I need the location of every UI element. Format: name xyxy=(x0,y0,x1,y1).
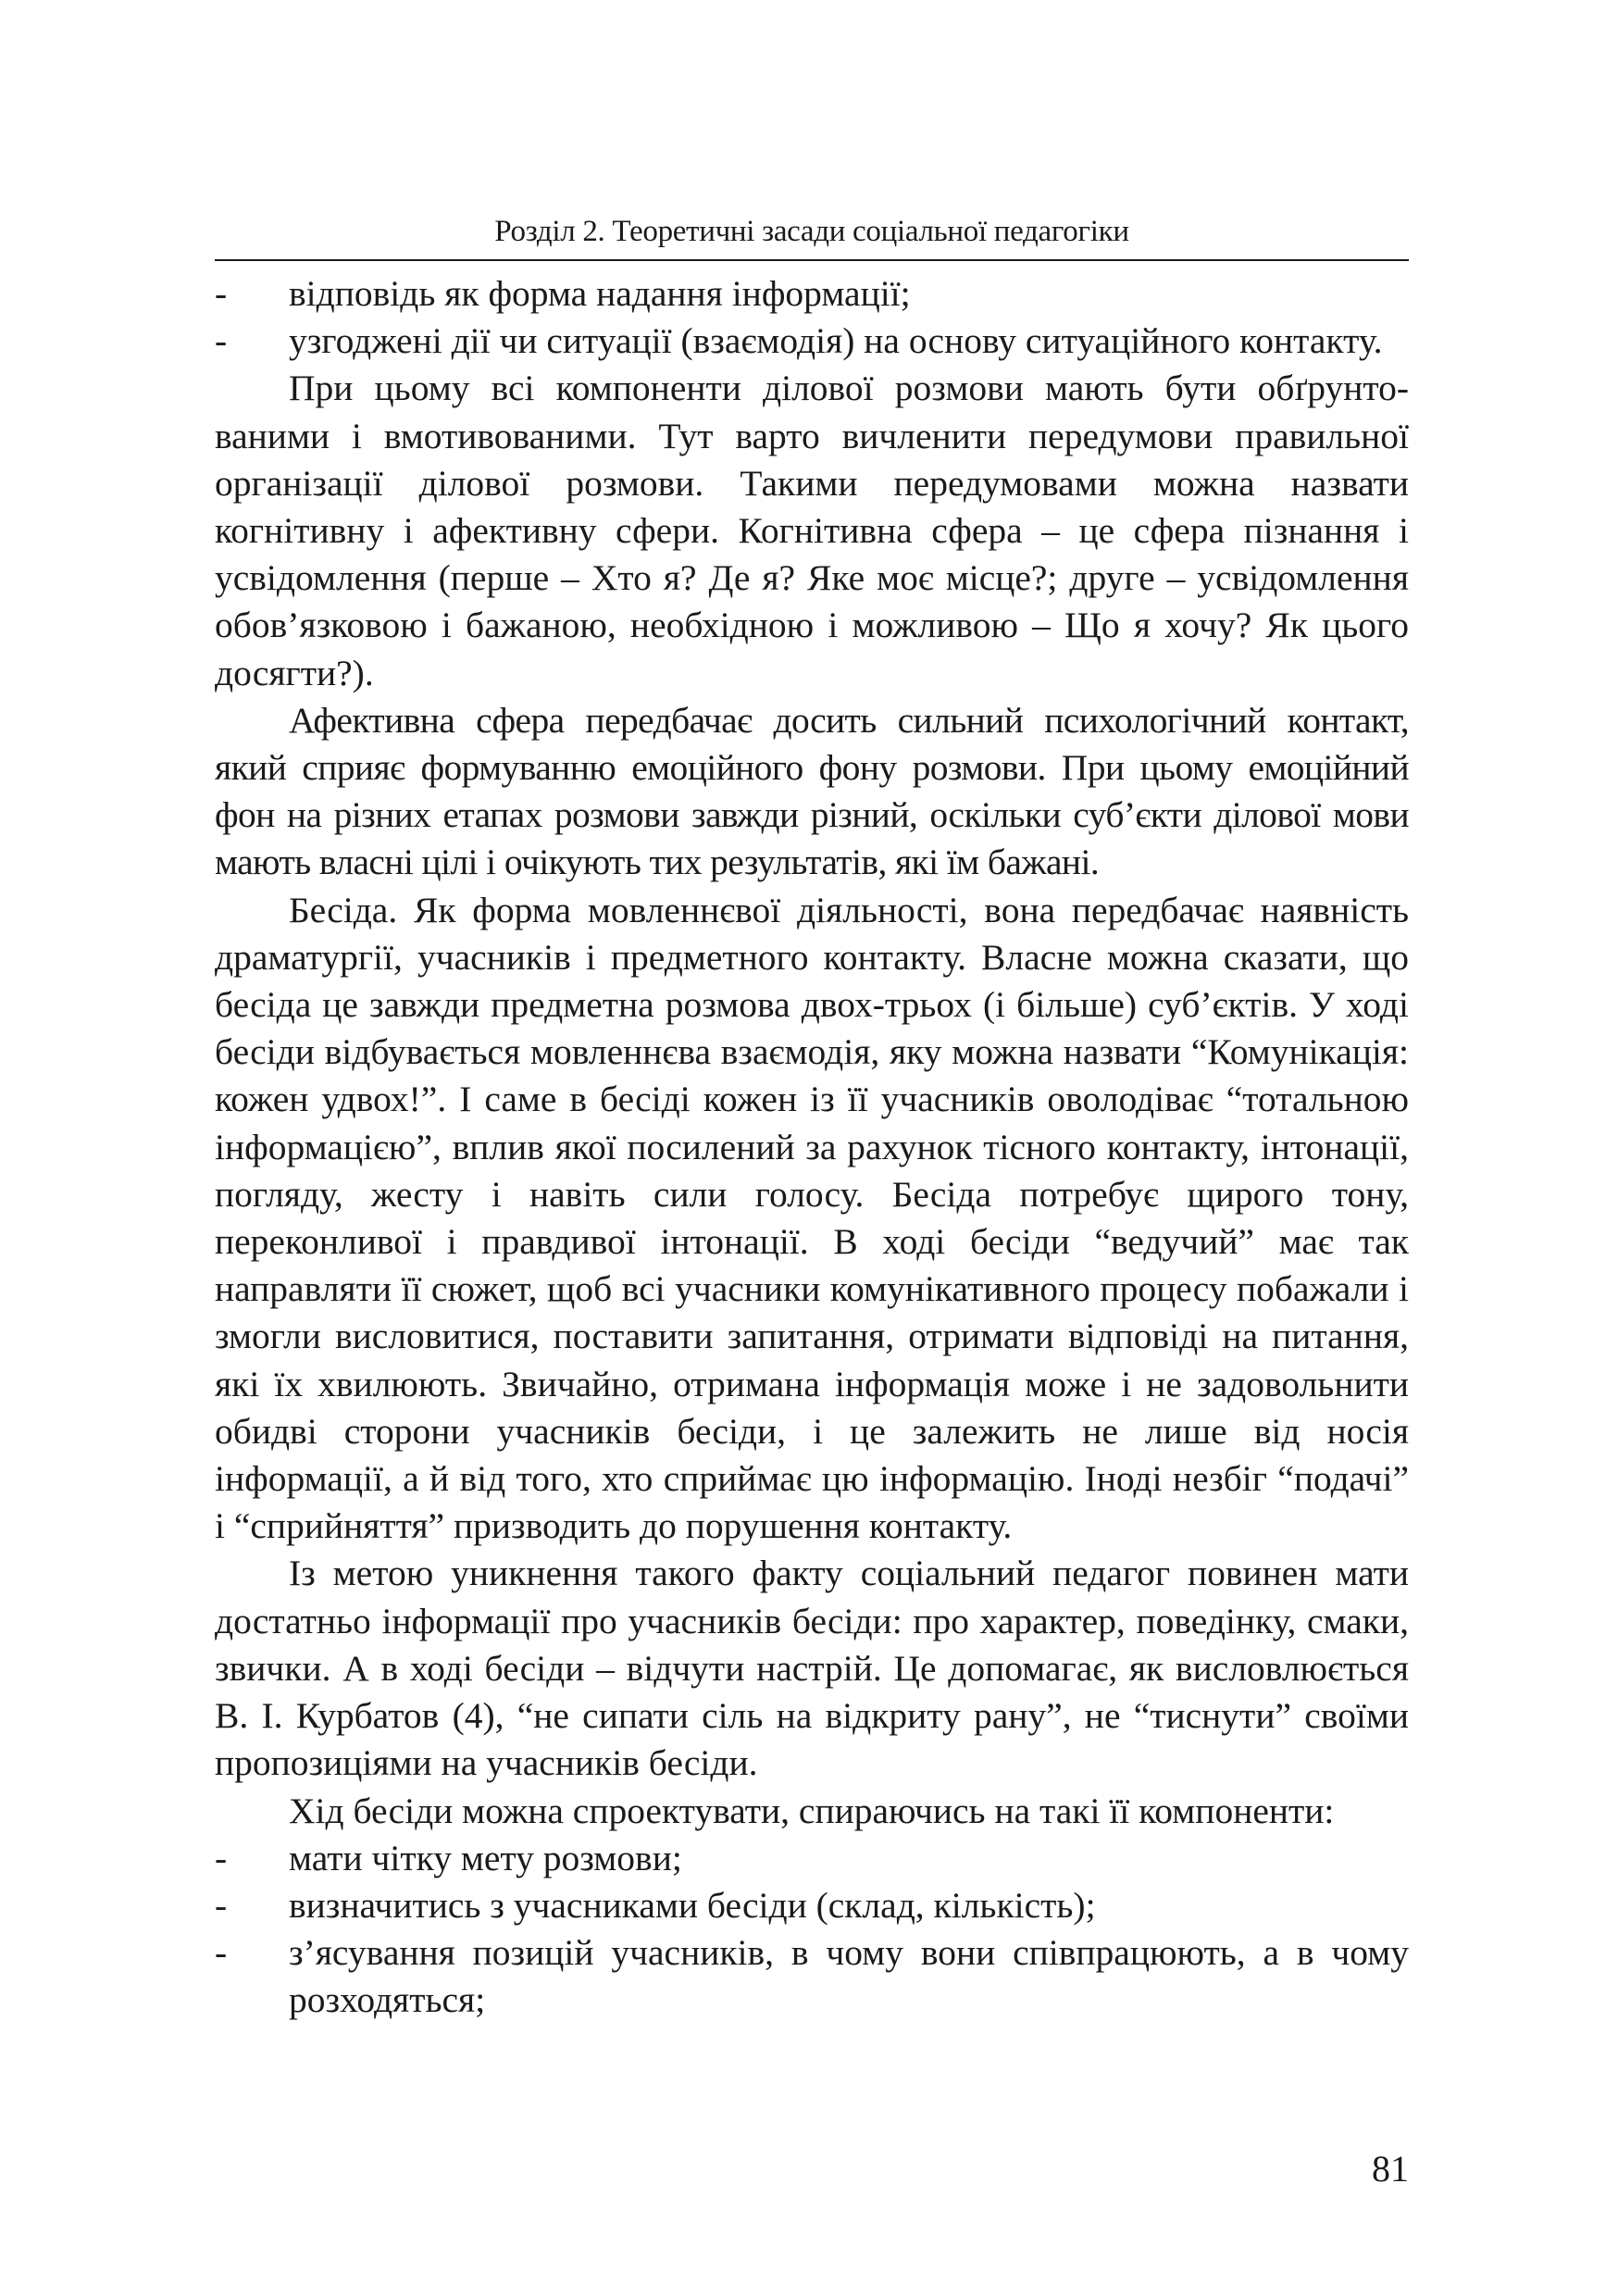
list-item-text: з’ясування позицій учасників, в чому вони співпрацюють, а в чому розходяться; xyxy=(289,1932,1409,2021)
list-dash: - xyxy=(215,1837,228,1878)
list-item xyxy=(215,270,1409,318)
list-item xyxy=(215,1835,1409,1882)
paragraph: Хід бесіди можна спроектувати, спираючись на такі її компоненти: xyxy=(289,1790,1335,1831)
list-item xyxy=(215,1882,1409,1929)
list-item xyxy=(215,318,1409,365)
paragraph: Афективна сфера передбачає досить сильний психологічний контакт, який сприяє формуванню емоційного фону розмови. При цьому емоційний фон на різних етапах розмови завжди різний, оскільки суб’єкти ділoвої мови мають власні цілі і очікують тих результатів, які їм бажані. xyxy=(215,699,1409,883)
list-dash: - xyxy=(215,320,228,362)
page-number: 81 xyxy=(1372,2148,1409,2190)
top-list xyxy=(215,270,1409,365)
list-item-text: узгоджені дії чи ситуації (взаємодія) на основу ситуаційного контакту. xyxy=(289,320,1383,362)
list-item-text: мати чітку мету розмови; xyxy=(289,1837,682,1878)
page-content xyxy=(215,270,1409,2025)
list-dash: - xyxy=(215,1932,228,1974)
list-item-text: відповідь як форма надання інформації; xyxy=(289,273,911,314)
list-item-text: визначитись з учасниками бесіди (склад, кількість); xyxy=(289,1884,1096,1926)
running-header: Розділ 2. Теоретичні засади соціальної педагогіки xyxy=(215,211,1409,261)
paragraph: При цьому всі компоненти ділової розмови мають бути обґрунтованими і вмотивованими. Тут варто вичленити передумови правильної організації ділової розмови. Такими передумовами можна назвати когнітивну і афективну сфери. Когнітивна сфера – це сфера пізнання і усвідомлення (перше – Хто я? Де я? Яке моє місце?; друге – усвідомлення обов’язковою і бажаною, необхідною і можливою – Що я хочу? Як цього досягти?). xyxy=(215,368,1409,693)
list-item xyxy=(215,1929,1409,2024)
book-page xyxy=(215,211,1409,2211)
list-dash: - xyxy=(215,1884,228,1926)
paragraph: Бесіда. Як форма мовленнєвої діяльності, вона передбачає наявність драматургії, учасників і предметного контакту. Власне можна сказати, що бесіда це завжди предметна розмова двох-трьох (і більше) суб’єктів. У ході бесіди відбувається мовленнєва взаємодія, яку можна назвати “Комунікація: кожен удвох!”. І саме в бесіді кожен із її учасників оволодіває “тотальною інформацією”, вплив якої посилений за рахунок тісного контакту, інтонації, погляду, жесту і навіть сили голосу. Бесіда потребує щирого тону, переконливої і правдивої інтонації. В ході бесіди “ведучий” має так направляти її сюжет, щоб всі учасники комунікативного процесу побажали і змогли вислoвитися, поставити запитання, отримати відповіді на питання, які їх хвилюють. Звичайно, отримана інформація може і не задовольнити обидві сторони учасників бесіди, і це залежить не лише від носія інформації, а й від того, хто сприймає цю інформацію. Іноді незбіг “подачі” і “сприйняття” призводить до порушення контакту. xyxy=(215,889,1409,1547)
paragraph: Із метою уникнення такого факту соціальний педагог повинен мати достатньо інформації про учасників бесіди: про характер, поведінку, смаки, звички. А в ході бесіди – відчути настрій. Це допомагає, як висловлюється В. І. Курбатов (4), “не сипати сіль на відкриту рану”, не “тиснути” своїми пропозиціями на учасників бесіди. xyxy=(215,1553,1409,1784)
bottom-list xyxy=(215,1835,1409,2025)
list-dash: - xyxy=(215,273,228,314)
